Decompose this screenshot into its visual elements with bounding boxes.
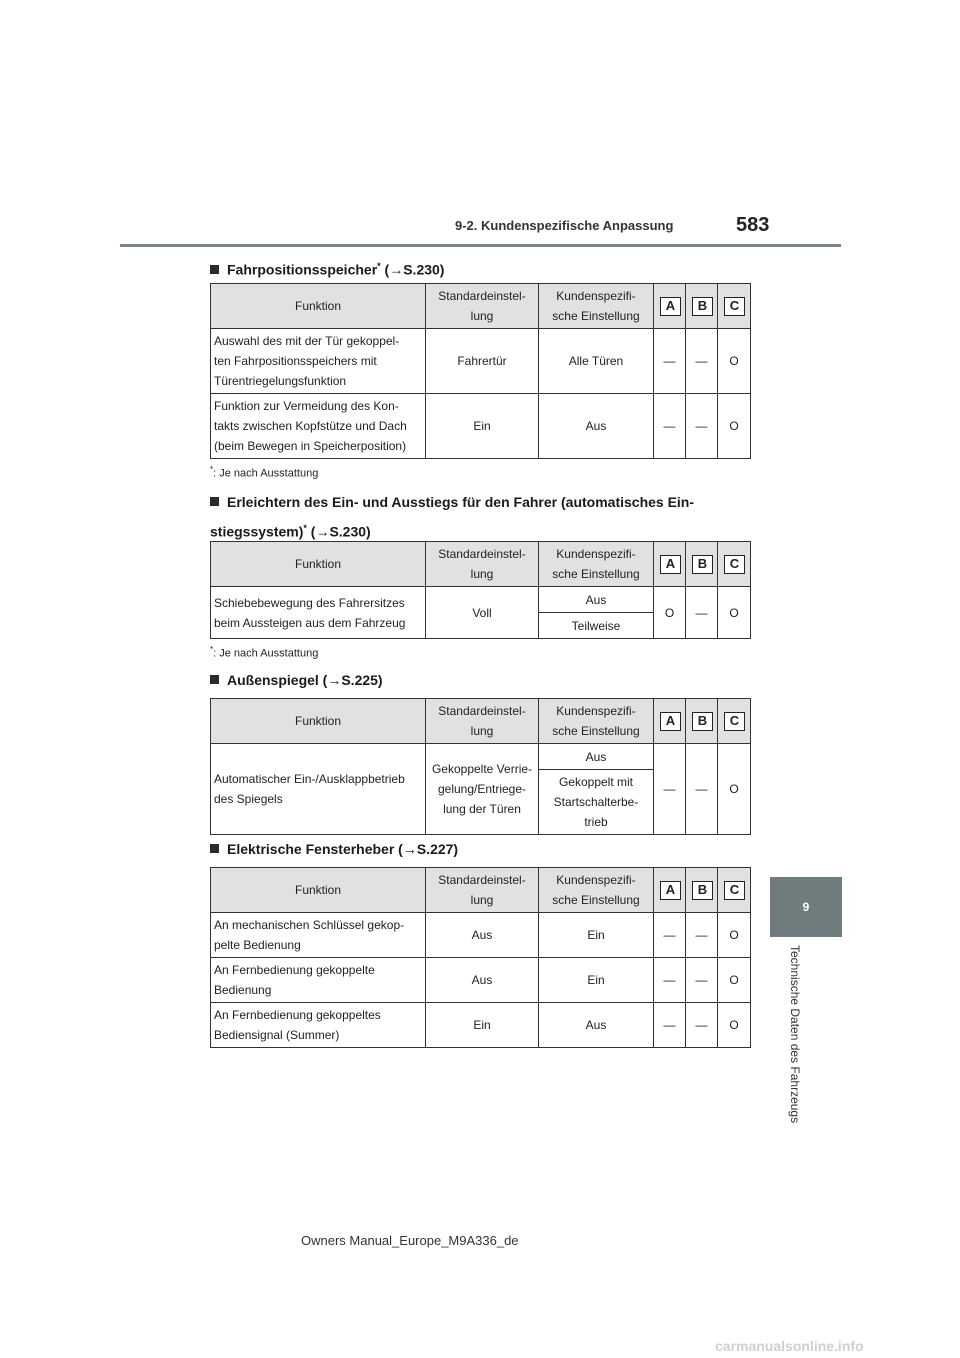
cell-standard: Aus (426, 913, 539, 958)
table-header-row (211, 868, 751, 913)
section-title-line2: stiegssystem) (210, 523, 304, 540)
cell-c: O (718, 913, 751, 958)
letter-a-icon: A (660, 712, 681, 731)
header-funktion: Funktion (211, 542, 426, 587)
header-standard: Standardeinstel- lung (426, 699, 539, 744)
cell-kunden: Aus (539, 1003, 654, 1048)
footnote-text: : Je nach Ausstattung (213, 647, 319, 660)
header-a (654, 542, 686, 587)
cell-funktion: An mechanischen Schlüssel gekop- pelte Bedienung (211, 913, 426, 958)
header-standard: Standardeinstel- lung (426, 542, 539, 587)
cell-kunden: Ein (539, 913, 654, 958)
page-reference: (→S.227) (394, 841, 459, 857)
section-heading-einstiegssystem (210, 489, 750, 545)
header-b (686, 284, 718, 329)
header-a (654, 284, 686, 329)
letter-b-icon: B (692, 555, 713, 574)
cell-kunden-option: Gekoppelt mit Startschalterbe- trieb (539, 770, 654, 835)
letter-c-icon: C (724, 712, 745, 731)
cell-standard: Aus (426, 958, 539, 1003)
cell-kunden-option: Teilweise (539, 613, 654, 639)
header-standard: Standardeinstel- lung (426, 868, 539, 913)
cell-b: — (686, 913, 718, 958)
page-number: 583 (736, 214, 770, 236)
cell-standard: Gekoppelte Verrie- gelung/Entriege- lung der Türen (426, 744, 539, 835)
header-funktion: Funktion (211, 284, 426, 329)
header-standard: Standardeinstel- lung (426, 284, 539, 329)
page-reference: (→S.230) (306, 523, 371, 540)
footnote-mark: * (210, 465, 214, 474)
header-rule (120, 244, 841, 247)
section-title: Elektrische Fensterheber (227, 841, 395, 857)
letter-c-icon: C (724, 297, 745, 316)
cell-kunden-option: Aus (539, 744, 654, 770)
footnote-text: : Je nach Ausstattung (213, 467, 319, 480)
settings-table-fensterheber (210, 867, 751, 1048)
letter-b-icon: B (692, 297, 713, 316)
cell-standard: Ein (426, 1003, 539, 1048)
header-b (686, 542, 718, 587)
cell-standard: Fahrertür (426, 329, 539, 394)
cell-b: — (686, 744, 718, 835)
letter-b-icon: B (692, 881, 713, 900)
page-reference: (→S.225) (318, 672, 383, 688)
cell-c: O (718, 958, 751, 1003)
footnote (210, 465, 318, 480)
cell-funktion: Schiebebewegung des Fahrersitzes beim Aussteigen aus dem Fahrzeug (211, 587, 426, 639)
table-row (211, 958, 751, 1003)
footer-document-id: Owners Manual_Europe_M9A336_de (301, 1233, 519, 1248)
section-heading-aussenspiegel (210, 667, 383, 693)
header-b (686, 699, 718, 744)
header-kunden: Kundenspezifi- sche Einstellung (539, 699, 654, 744)
cell-a: — (654, 958, 686, 1003)
cell-c: O (718, 394, 751, 459)
header-c (718, 542, 751, 587)
cell-a: O (654, 587, 686, 639)
cell-kunden: Aus (539, 394, 654, 459)
cell-a: — (654, 1003, 686, 1048)
page-reference: (→S.230) (380, 261, 445, 278)
footnote (210, 645, 318, 660)
settings-table-einstiegssystem (210, 541, 751, 639)
cell-b: — (686, 394, 718, 459)
cell-a: — (654, 744, 686, 835)
header-a (654, 868, 686, 913)
letter-b-icon: B (692, 712, 713, 731)
footnote-mark: * (303, 523, 307, 533)
table-row (211, 1003, 751, 1048)
cell-b: — (686, 1003, 718, 1048)
header-kunden: Kundenspezifi- sche Einstellung (539, 542, 654, 587)
cell-funktion: An Fernbedienung gekoppelte Bedienung (211, 958, 426, 1003)
header-funktion: Funktion (211, 868, 426, 913)
chapter-side-label: Technische Daten des Fahrzeugs (788, 945, 802, 1124)
cell-c: O (718, 329, 751, 394)
cell-b: — (686, 329, 718, 394)
section-title: Außenspiegel (227, 672, 319, 688)
table-header-row (211, 699, 751, 744)
header-c (718, 699, 751, 744)
cell-a: — (654, 394, 686, 459)
cell-funktion: An Fernbedienung gekoppeltes Bediensignal (Summer) (211, 1003, 426, 1048)
letter-a-icon: A (660, 881, 681, 900)
section-title: Fahrpositionsspeicher (227, 261, 378, 278)
cell-kunden: Alle Türen (539, 329, 654, 394)
cell-standard: Ein (426, 394, 539, 459)
table-header-row (211, 284, 751, 329)
watermark: carmanualsonline.info (715, 1338, 864, 1354)
cell-funktion: Automatischer Ein-/Ausklappbetrieb des Spiegels (211, 744, 426, 835)
table-row (211, 744, 751, 770)
cell-funktion: Auswahl des mit der Tür gekoppel- ten Fahrpositionsspeichers mit Türentriegelungsfunktion (211, 329, 426, 394)
header-funktion: Funktion (211, 699, 426, 744)
square-bullet-icon (210, 844, 219, 853)
cell-kunden-option: Aus (539, 587, 654, 613)
table-row (211, 913, 751, 958)
header-kunden: Kundenspezifi- sche Einstellung (539, 284, 654, 329)
cell-c: O (718, 587, 751, 639)
section-heading-fensterheber (210, 836, 458, 862)
chapter-number: 9 (802, 900, 810, 914)
letter-c-icon: C (724, 881, 745, 900)
chapter-tab (770, 877, 842, 937)
cell-standard: Voll (426, 587, 539, 639)
footnote-mark: * (210, 645, 214, 654)
header-a (654, 699, 686, 744)
header-c (718, 284, 751, 329)
letter-a-icon: A (660, 297, 681, 316)
footnote-mark: * (377, 261, 381, 271)
table-row (211, 587, 751, 613)
cell-b: — (686, 587, 718, 639)
letter-a-icon: A (660, 555, 681, 574)
cell-c: O (718, 744, 751, 835)
cell-b: — (686, 958, 718, 1003)
cell-funktion: Funktion zur Vermeidung des Kon- takts zwischen Kopfstütze und Dach (beim Bewegen in Speicherposition) (211, 394, 426, 459)
square-bullet-icon (210, 265, 219, 274)
cell-a: — (654, 329, 686, 394)
table-header-row (211, 542, 751, 587)
cell-kunden: Ein (539, 958, 654, 1003)
section-heading-fahrpositionsspeicher (210, 253, 444, 283)
settings-table-fahrpositionsspeicher (210, 283, 751, 459)
cell-c: O (718, 1003, 751, 1048)
square-bullet-icon (210, 675, 219, 684)
header-b (686, 868, 718, 913)
settings-table-aussenspiegel (210, 698, 751, 835)
letter-c-icon: C (724, 555, 745, 574)
cell-a: — (654, 913, 686, 958)
section-title-line1: Erleichtern des Ein- und Ausstiegs für den Fahrer (automatisches Ein- (227, 494, 695, 510)
page-header-title: 9-2. Kundenspezifische Anpassung (455, 218, 674, 233)
header-c (718, 868, 751, 913)
table-row (211, 329, 751, 394)
square-bullet-icon (210, 497, 219, 506)
header-kunden: Kundenspezifi- sche Einstellung (539, 868, 654, 913)
table-row (211, 394, 751, 459)
